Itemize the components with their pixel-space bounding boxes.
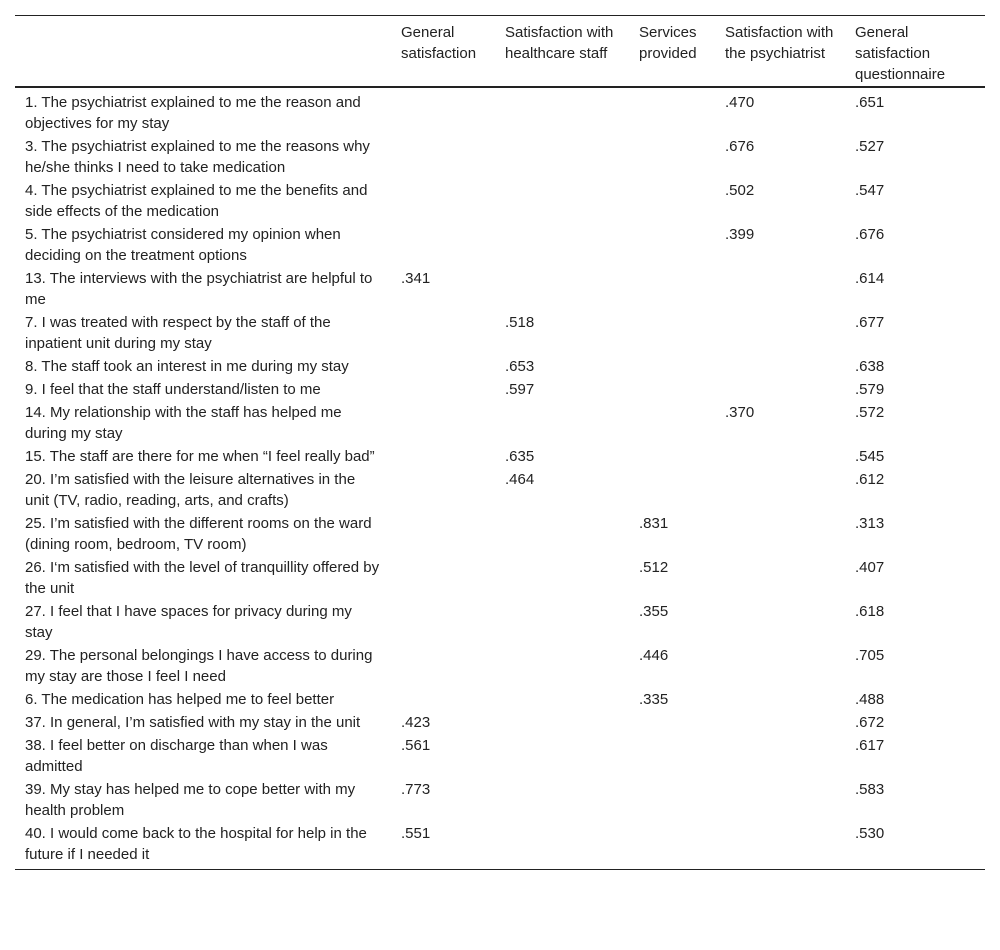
table-row	[15, 135, 985, 179]
header-general-satisfaction-questionnaire: General satisfaction questionnaire	[845, 16, 985, 88]
psychiatrist-value	[715, 778, 845, 822]
services-provided-value: .355	[639, 603, 669, 620]
general-satisfaction-value: .341	[401, 270, 431, 287]
table-row	[15, 822, 985, 870]
table-row	[15, 223, 985, 267]
table-row	[15, 711, 985, 734]
healthcare-staff-value	[495, 711, 629, 734]
general-satisfaction-value	[391, 512, 495, 556]
psychiatrist-value: .470	[725, 94, 755, 111]
table-row	[15, 311, 985, 355]
healthcare-staff-value: .653	[505, 358, 535, 375]
healthcare-staff-value	[495, 688, 629, 711]
questionnaire-value: .677	[855, 314, 885, 331]
services-provided-value	[629, 311, 715, 355]
questionnaire-value: .545	[855, 448, 885, 465]
services-provided-value	[629, 179, 715, 223]
header-general-satisfaction: General satisfaction	[391, 16, 495, 88]
services-provided-value	[629, 822, 715, 870]
general-satisfaction-value: .423	[401, 714, 431, 731]
item-label: 9. I feel that the staff understand/listen to me	[25, 381, 321, 398]
services-provided-value	[629, 734, 715, 778]
services-provided-value: .512	[639, 559, 669, 576]
services-provided-value	[629, 445, 715, 468]
general-satisfaction-value	[391, 311, 495, 355]
questionnaire-value: .407	[855, 559, 885, 576]
psychiatrist-value	[715, 711, 845, 734]
table-row	[15, 556, 985, 600]
table-row	[15, 355, 985, 378]
services-provided-value: .335	[639, 691, 669, 708]
general-satisfaction-value	[391, 179, 495, 223]
services-provided-value	[629, 355, 715, 378]
services-provided-value	[629, 778, 715, 822]
item-label: 29. The personal belongings I have access to during my stay are those I feel I need	[25, 647, 373, 685]
item-label: 37. In general, I’m satisfied with my stay in the unit	[25, 714, 361, 731]
services-provided-value	[629, 711, 715, 734]
general-satisfaction-value	[391, 600, 495, 644]
healthcare-staff-value	[495, 778, 629, 822]
item-label: 14. My relationship with the staff has helped me during my stay	[25, 404, 342, 442]
item-label: 27. I feel that I have spaces for privacy during my stay	[25, 603, 352, 641]
general-satisfaction-value	[391, 401, 495, 445]
item-label: 13. The interviews with the psychiatrist are helpful to me	[25, 270, 373, 308]
item-label: 20. I’m satisfied with the leisure alternatives in the unit (TV, radio, reading, arts, and crafts)	[25, 471, 356, 509]
services-provided-value	[629, 378, 715, 401]
item-label: 5. The psychiatrist considered my opinion when deciding on the treatment options	[25, 226, 341, 264]
healthcare-staff-value	[495, 179, 629, 223]
psychiatrist-value: .399	[725, 226, 755, 243]
questionnaire-value: .638	[855, 358, 885, 375]
healthcare-staff-value	[495, 644, 629, 688]
table-row	[15, 600, 985, 644]
healthcare-staff-value: .597	[505, 381, 535, 398]
table-row	[15, 267, 985, 311]
services-provided-value	[629, 87, 715, 135]
header-services-provided: Services provided	[629, 16, 715, 88]
questionnaire-value: .614	[855, 270, 885, 287]
table-row	[15, 688, 985, 711]
services-provided-value	[629, 135, 715, 179]
questionnaire-value: .672	[855, 714, 885, 731]
general-satisfaction-value: .773	[401, 781, 431, 798]
factor-loadings-table	[15, 15, 985, 870]
healthcare-staff-value	[495, 223, 629, 267]
healthcare-staff-value: .518	[505, 314, 535, 331]
item-label: 39. My stay has helped me to cope better with my health problem	[25, 781, 356, 819]
questionnaire-value: .579	[855, 381, 885, 398]
item-label: 25. I’m satisfied with the different rooms on the ward (dining room, bedroom, TV room)	[25, 515, 372, 553]
general-satisfaction-value	[391, 355, 495, 378]
general-satisfaction-value	[391, 556, 495, 600]
psychiatrist-value	[715, 311, 845, 355]
general-satisfaction-value	[391, 644, 495, 688]
questionnaire-value: .488	[855, 691, 885, 708]
questionnaire-value: .618	[855, 603, 885, 620]
questionnaire-value: .313	[855, 515, 885, 532]
psychiatrist-value	[715, 644, 845, 688]
table-row	[15, 87, 985, 135]
table-row	[15, 778, 985, 822]
general-satisfaction-value	[391, 87, 495, 135]
psychiatrist-value	[715, 688, 845, 711]
psychiatrist-value	[715, 822, 845, 870]
questionnaire-value: .527	[855, 138, 885, 155]
questionnaire-value: .530	[845, 822, 985, 870]
healthcare-staff-value: .635	[505, 448, 535, 465]
table-row	[15, 179, 985, 223]
psychiatrist-value	[715, 445, 845, 468]
header-row	[15, 16, 985, 88]
questionnaire-value: .651	[855, 94, 885, 111]
healthcare-staff-value	[495, 512, 629, 556]
psychiatrist-value: .502	[725, 182, 755, 199]
healthcare-staff-value	[495, 734, 629, 778]
general-satisfaction-value	[391, 135, 495, 179]
questionnaire-value: .612	[855, 471, 885, 488]
general-satisfaction-value: .561	[401, 737, 431, 754]
healthcare-staff-value	[495, 87, 629, 135]
item-label: 4. The psychiatrist explained to me the benefits and side effects of the medication	[25, 182, 368, 220]
general-satisfaction-value	[391, 688, 495, 711]
healthcare-staff-value	[495, 401, 629, 445]
item-label: 38. I feel better on discharge than when I was admitted	[25, 737, 328, 775]
questionnaire-value: .547	[855, 182, 885, 199]
general-satisfaction-value	[391, 223, 495, 267]
general-satisfaction-value: .551	[391, 822, 495, 870]
services-provided-value: .831	[639, 515, 669, 532]
table-body	[15, 87, 985, 870]
item-label: 26. I‘m satisfied with the level of tranquillity offered by the unit	[25, 559, 380, 597]
psychiatrist-value: .370	[725, 404, 755, 421]
psychiatrist-value	[715, 468, 845, 512]
item-label: 40. I would come back to the hospital for help in the future if I needed it	[15, 822, 391, 870]
healthcare-staff-value	[495, 556, 629, 600]
table-row	[15, 512, 985, 556]
header-satisfaction-psychiatrist: Satisfaction with the psychiatrist	[715, 16, 845, 88]
psychiatrist-value	[715, 512, 845, 556]
general-satisfaction-value	[391, 378, 495, 401]
item-label: 15. The staff are there for me when “I feel really bad”	[25, 448, 375, 465]
header-item	[15, 16, 391, 88]
services-provided-value	[629, 401, 715, 445]
item-label: 6. The medication has helped me to feel better	[25, 691, 335, 708]
healthcare-staff-value	[495, 267, 629, 311]
table-row	[15, 378, 985, 401]
table-row	[15, 734, 985, 778]
psychiatrist-value	[715, 600, 845, 644]
general-satisfaction-value	[391, 445, 495, 468]
psychiatrist-value	[715, 267, 845, 311]
table-row	[15, 445, 985, 468]
healthcare-staff-value: .464	[505, 471, 535, 488]
item-label: 3. The psychiatrist explained to me the reasons why he/she thinks I need to take medication	[25, 138, 370, 176]
healthcare-staff-value	[495, 135, 629, 179]
healthcare-staff-value	[495, 822, 629, 870]
item-label: 1. The psychiatrist explained to me the reason and objectives for my stay	[25, 94, 361, 132]
psychiatrist-value	[715, 355, 845, 378]
questionnaire-value: .617	[855, 737, 885, 754]
services-provided-value: .446	[639, 647, 669, 664]
item-label: 8. The staff took an interest in me during my stay	[25, 358, 349, 375]
healthcare-staff-value	[495, 600, 629, 644]
item-label: 7. I was treated with respect by the staff of the inpatient unit during my stay	[25, 314, 331, 352]
questionnaire-value: .676	[855, 226, 885, 243]
table-row	[15, 468, 985, 512]
header-satisfaction-healthcare-staff: Satisfaction with healthcare staff	[495, 16, 629, 88]
questionnaire-value: .705	[855, 647, 885, 664]
psychiatrist-value	[715, 556, 845, 600]
services-provided-value	[629, 468, 715, 512]
questionnaire-value: .572	[855, 404, 885, 421]
psychiatrist-value	[715, 734, 845, 778]
psychiatrist-value	[715, 378, 845, 401]
services-provided-value	[629, 223, 715, 267]
questionnaire-value: .583	[855, 781, 885, 798]
table-row	[15, 401, 985, 445]
services-provided-value	[629, 267, 715, 311]
general-satisfaction-value	[391, 468, 495, 512]
psychiatrist-value: .676	[725, 138, 755, 155]
table-row	[15, 644, 985, 688]
